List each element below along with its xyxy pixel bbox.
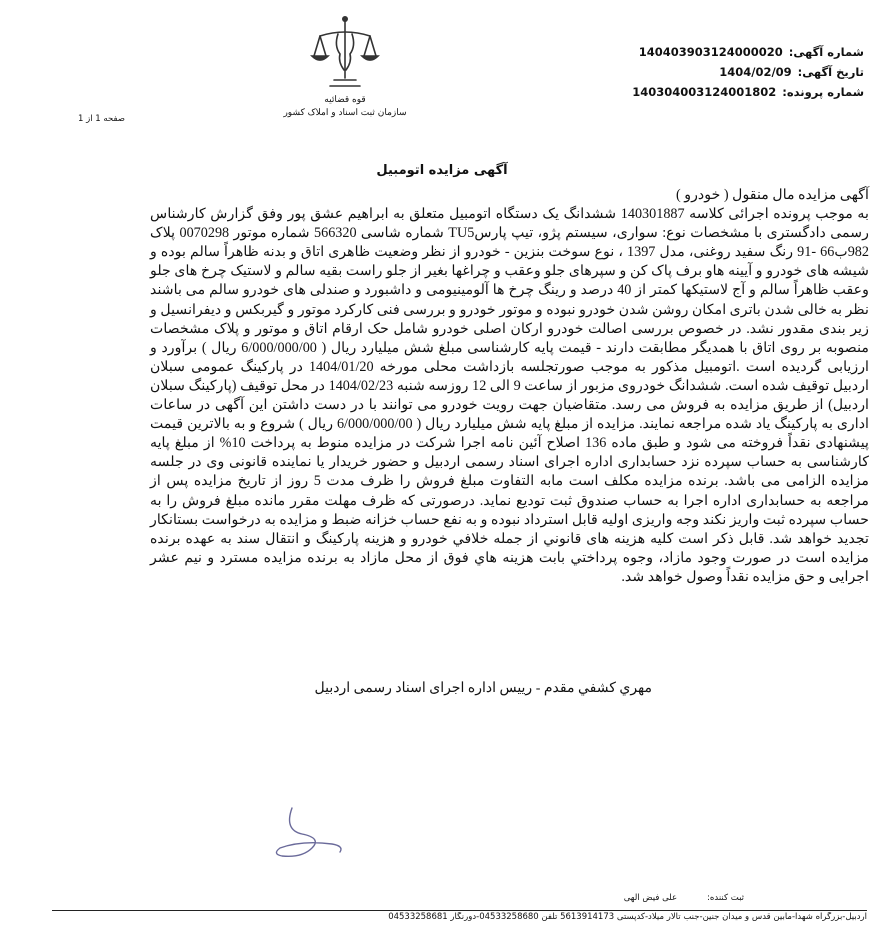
ad-metadata [632,42,864,102]
scales-of-justice-icon [308,14,382,96]
emblem-line-judiciary: قوه قضائیه [324,95,366,105]
registrar-label: ثبت کننده: [707,893,744,903]
ad-date-label: تاریخ آگهی: [797,65,864,79]
ad-number-row [632,42,864,62]
page-indicator: صفحه 1 از 1 [78,114,125,124]
footer-divider [52,910,867,911]
ad-number-label: شماره آگهی: [788,45,864,59]
announcement-body [150,186,869,587]
registrar [624,893,744,903]
ad-date: 1404/02/09 [719,65,792,79]
announcement-paragraph: به موجب پرونده اجرائی کلاسه 140301887 ششدانگ یک دستگاه اتومبیل متعلق به ابراهیم عشق پور وفق گزارش کارشناس رسمی دادگستری با مشخصات نوع: سواری، سیستم پژو، تیپ پارسTU5 شماره شاسی 566320 شماره موتور 0070298 پلاک 982ب66 -91 رنگ سفید روغنی، مدل 1397 ، نوع سوخت بنزین - خودرو از نظر وضعیت ظاهری اتاق و بدنه ظاهراً سالم بوده و شیشه های خودرو و آیینه هاو برف پاک کن و سپرهای جلو وعقب و چراغها بغیر از جلو راست بقیه سالم و لاستیک چرخ های جلو وعقب ظاهراً سالم و آج لاستیکها کمتر از 40 درصد و رینگ چرخ ها آلومینیومی و داشبورد و صندلی های خودرو سالم می باشند نظر به خالی شدن باتری امکان روشن شدن خودرو نبوده و موتور خودرو و بررسی فنی کارکرد موتور و گیربکس و دیفرانسیل و زیر بندی مقدور نشد. در خصوص بررسی اصالت خودرو ارکان اصلی خودرو شامل حک ارقام اتاق و موتور و پلاک مشخصات منصوبه بر روی اتاق با همدیگر مطابقت دارند - قیمت پایه کارشناسی مبلغ شش میلیارد ریال ( 6/000/000/00 ریال ) برآورد و ارزیابی گردیده است .اتومبیل مذکور به موجب صورتجلسه بازداشت محلی مورخه 1404/01/20 در پارکینگ عمومی سبلان اردبیل توقیف شده است. ششدانگ خودروی مزبور از ساعت 9 الی 12 روزسه شنبه 1404/02/23 در محل توقیف (پارکینگ سبلان اردبیل) از طریق مزایده به فروش می رسد. متقاضیان جهت رویت خودرو می توانند با در دست داشتن این آگهی در ساعات اداری به پارکینگ یاد شده مراجعه نمایند. مزایده از مبلغ پایه شش میلیارد ریال ( 6/000/000/00 ریال ) شروع و به بالاترین قیمت پیشنهادی نقداً فروخته می شود و طبق ماده 136 اصلاح آئین نامه اجرا شرکت در مزایده منوط به پرداخت 10% از مبلغ پایه کارشناسی به حساب سپرده نزد حسابداری اداره اجرای اسناد رسمی اردبیل و حضور خریدار یا نماینده قانونی وی در جلسه مزایده الزامی می باشد. برنده مزایده مکلف است مابه التفاوت مبلغ فروش را ظرف مدت 5 روز از تاریخ مزایده پس از مراجعه به حسابداری اداره اجرا به حساب صندوق ثبت توديع نمايد. درصورتی که ظرف مهلت مقرر مانده مبلغ فروش را به حساب سپرده ثبت واریز نکند وجه واریزی اولیه قابل استرداد نبوده و به نفع حساب خزانه ضبط و مزایده به درخواست بستانکار تجدید خواهد شد. قابل ذکر است کلیه هزینه های قانوني از جمله خلافي خودرو و هزینه پارکینگ و انتقال سند به عهده برنده مزایده است در صورت وجود مازاد، وجوه پرداختي بابت هزینه هاي فوق از محل مازاد به برنده مزایده مسترد و نیم عشر اجرایی و حق مزایده نقداً وصول خواهد شد. [150,206,870,585]
case-number-label: شماره پرونده: [782,85,864,99]
ad-date-row [632,62,864,82]
case-number: 140304003124001802 [632,85,777,99]
announcement-intro: آگهی مزایده مال منقول ( خودرو ) [675,187,869,203]
document-title: آگهی مزایده اتومبیل [376,163,508,178]
case-number-row [632,82,864,102]
emblem-line-organization: سازمان ثبت اسناد و املاک کشور [283,108,407,118]
handwritten-signature [262,800,352,870]
signoff: مهري كشفي مقدم - رییس اداره اجرای اسناد رسمی اردبیل [314,681,652,696]
ad-number: 140403903124000020 [638,45,783,59]
footer-address: اردبیل-بزرگراه شهدا-مابین قدس و میدان جنین-جنب تالار میلاد-کدپستی 5613914173 تلفن 04533258680-دورنگار 04533258681 [388,912,867,922]
judiciary-emblem [280,14,410,132]
registrar-name: علی فیض الهی [623,893,678,903]
